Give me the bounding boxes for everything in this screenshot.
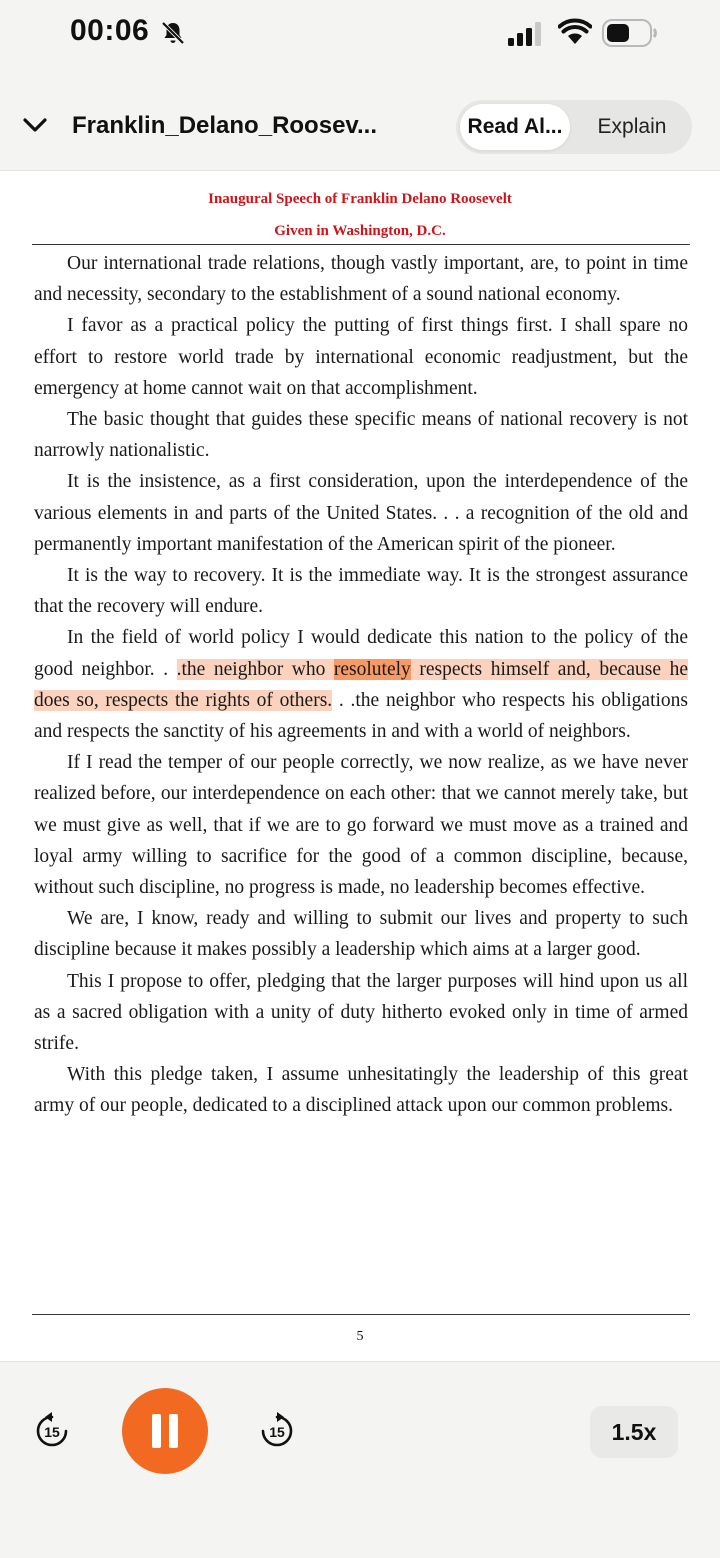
skip-forward-button[interactable] <box>258 1412 296 1450</box>
battery-icon <box>602 19 658 47</box>
paragraph: This I propose to offer, pledging that the larger purposes will hind upon us all as a sacred obligation with a unity of duty hitherto evoked only in time of armed strife. <box>34 970 688 1055</box>
skip-back-button[interactable] <box>33 1412 71 1450</box>
app-header <box>0 90 720 170</box>
page-number: 5 <box>356 1329 364 1344</box>
forward-15-icon <box>258 1412 296 1450</box>
current-word-highlight: resolutely <box>333 658 411 680</box>
wifi-icon <box>558 18 592 46</box>
tab-read-aloud[interactable]: Read Al... <box>460 104 570 150</box>
cellular-signal-icon <box>508 22 546 46</box>
pause-icon <box>169 1414 178 1448</box>
pause-icon <box>152 1414 161 1448</box>
document-title[interactable]: Franklin_Delano_Roosev... <box>72 112 377 139</box>
paragraph: I favor as a practical policy the putting of first things first. I shall spare no effort to restore world trade by international economic readjustment, but the emergency at home cannot wait on that accomplishment. <box>34 315 688 399</box>
status-bar <box>0 0 720 70</box>
highlight-text: respects himself and, because he does so, respects the rights of others. <box>34 658 688 711</box>
text-span: . .the neighbor who respects his obligations and respects the sanctity of his agreements in and with a world of neighbors. <box>34 689 688 743</box>
skip-forward-label: 15 <box>269 1424 285 1440</box>
mode-switcher <box>456 100 692 154</box>
document-text <box>34 248 688 1122</box>
divider <box>32 1314 690 1315</box>
bell-muted-icon <box>160 20 186 46</box>
paragraph: The basic thought that guides these specific means of national recovery is not narrowly nationalistic. <box>34 409 688 462</box>
paragraph: It is the way to recovery. It is the immediate way. It is the strongest assurance that the recovery will endure. <box>34 565 688 618</box>
paragraph-with-highlight <box>34 622 688 747</box>
pause-button[interactable] <box>122 1388 208 1474</box>
page-heading: Inaugural Speech of Franklin Delano Roosevelt <box>208 191 512 207</box>
rewind-15-icon <box>33 1412 71 1450</box>
highlight-text: .the neighbor who <box>176 658 334 680</box>
status-time: 00:06 <box>70 14 150 47</box>
divider <box>32 244 690 245</box>
paragraph: It is the insistence, as a first consideration, upon the interdependence of the various elements in and parts of the United States. . . a recognition of the old and permanently important manifestation of the American spirit of the pioneer. <box>34 471 688 555</box>
text-span: In the field of world policy I would dedicate this nation to the policy of the good neighbor. . <box>34 627 688 680</box>
document-page <box>0 170 720 1362</box>
paragraph: Our international trade relations, though vastly important, are, to point in time and necessity, secondary to the establishment of a sound national economy. <box>34 253 688 306</box>
paragraph: If I read the temper of our people correctly, we now realize, as we have never realized before, our interdependence on each other: that we cannot merely take, but we must give as well, that if we are to go forward we must move as a trained and loyal army willing to sacrifice for the good of a common discipline, because, without such discipline, no progress is made, no leadership becomes effective. <box>34 752 688 899</box>
paragraph: With this pledge taken, I assume unhesitatingly the leadership of this great army of our people, dedicated to a disciplined attack upon our common problems. <box>34 1064 688 1117</box>
page-subheading: Given in Washington, D.C. <box>274 223 446 239</box>
skip-back-label: 15 <box>44 1424 60 1440</box>
playback-speed-button[interactable]: 1.5x <box>590 1406 678 1458</box>
paragraph: We are, I know, ready and willing to submit our lives and property to such discipline because it makes possibly a leadership which aims at a larger good. <box>34 908 688 961</box>
tab-explain[interactable]: Explain <box>597 115 667 138</box>
chevron-down-icon[interactable] <box>22 116 48 134</box>
